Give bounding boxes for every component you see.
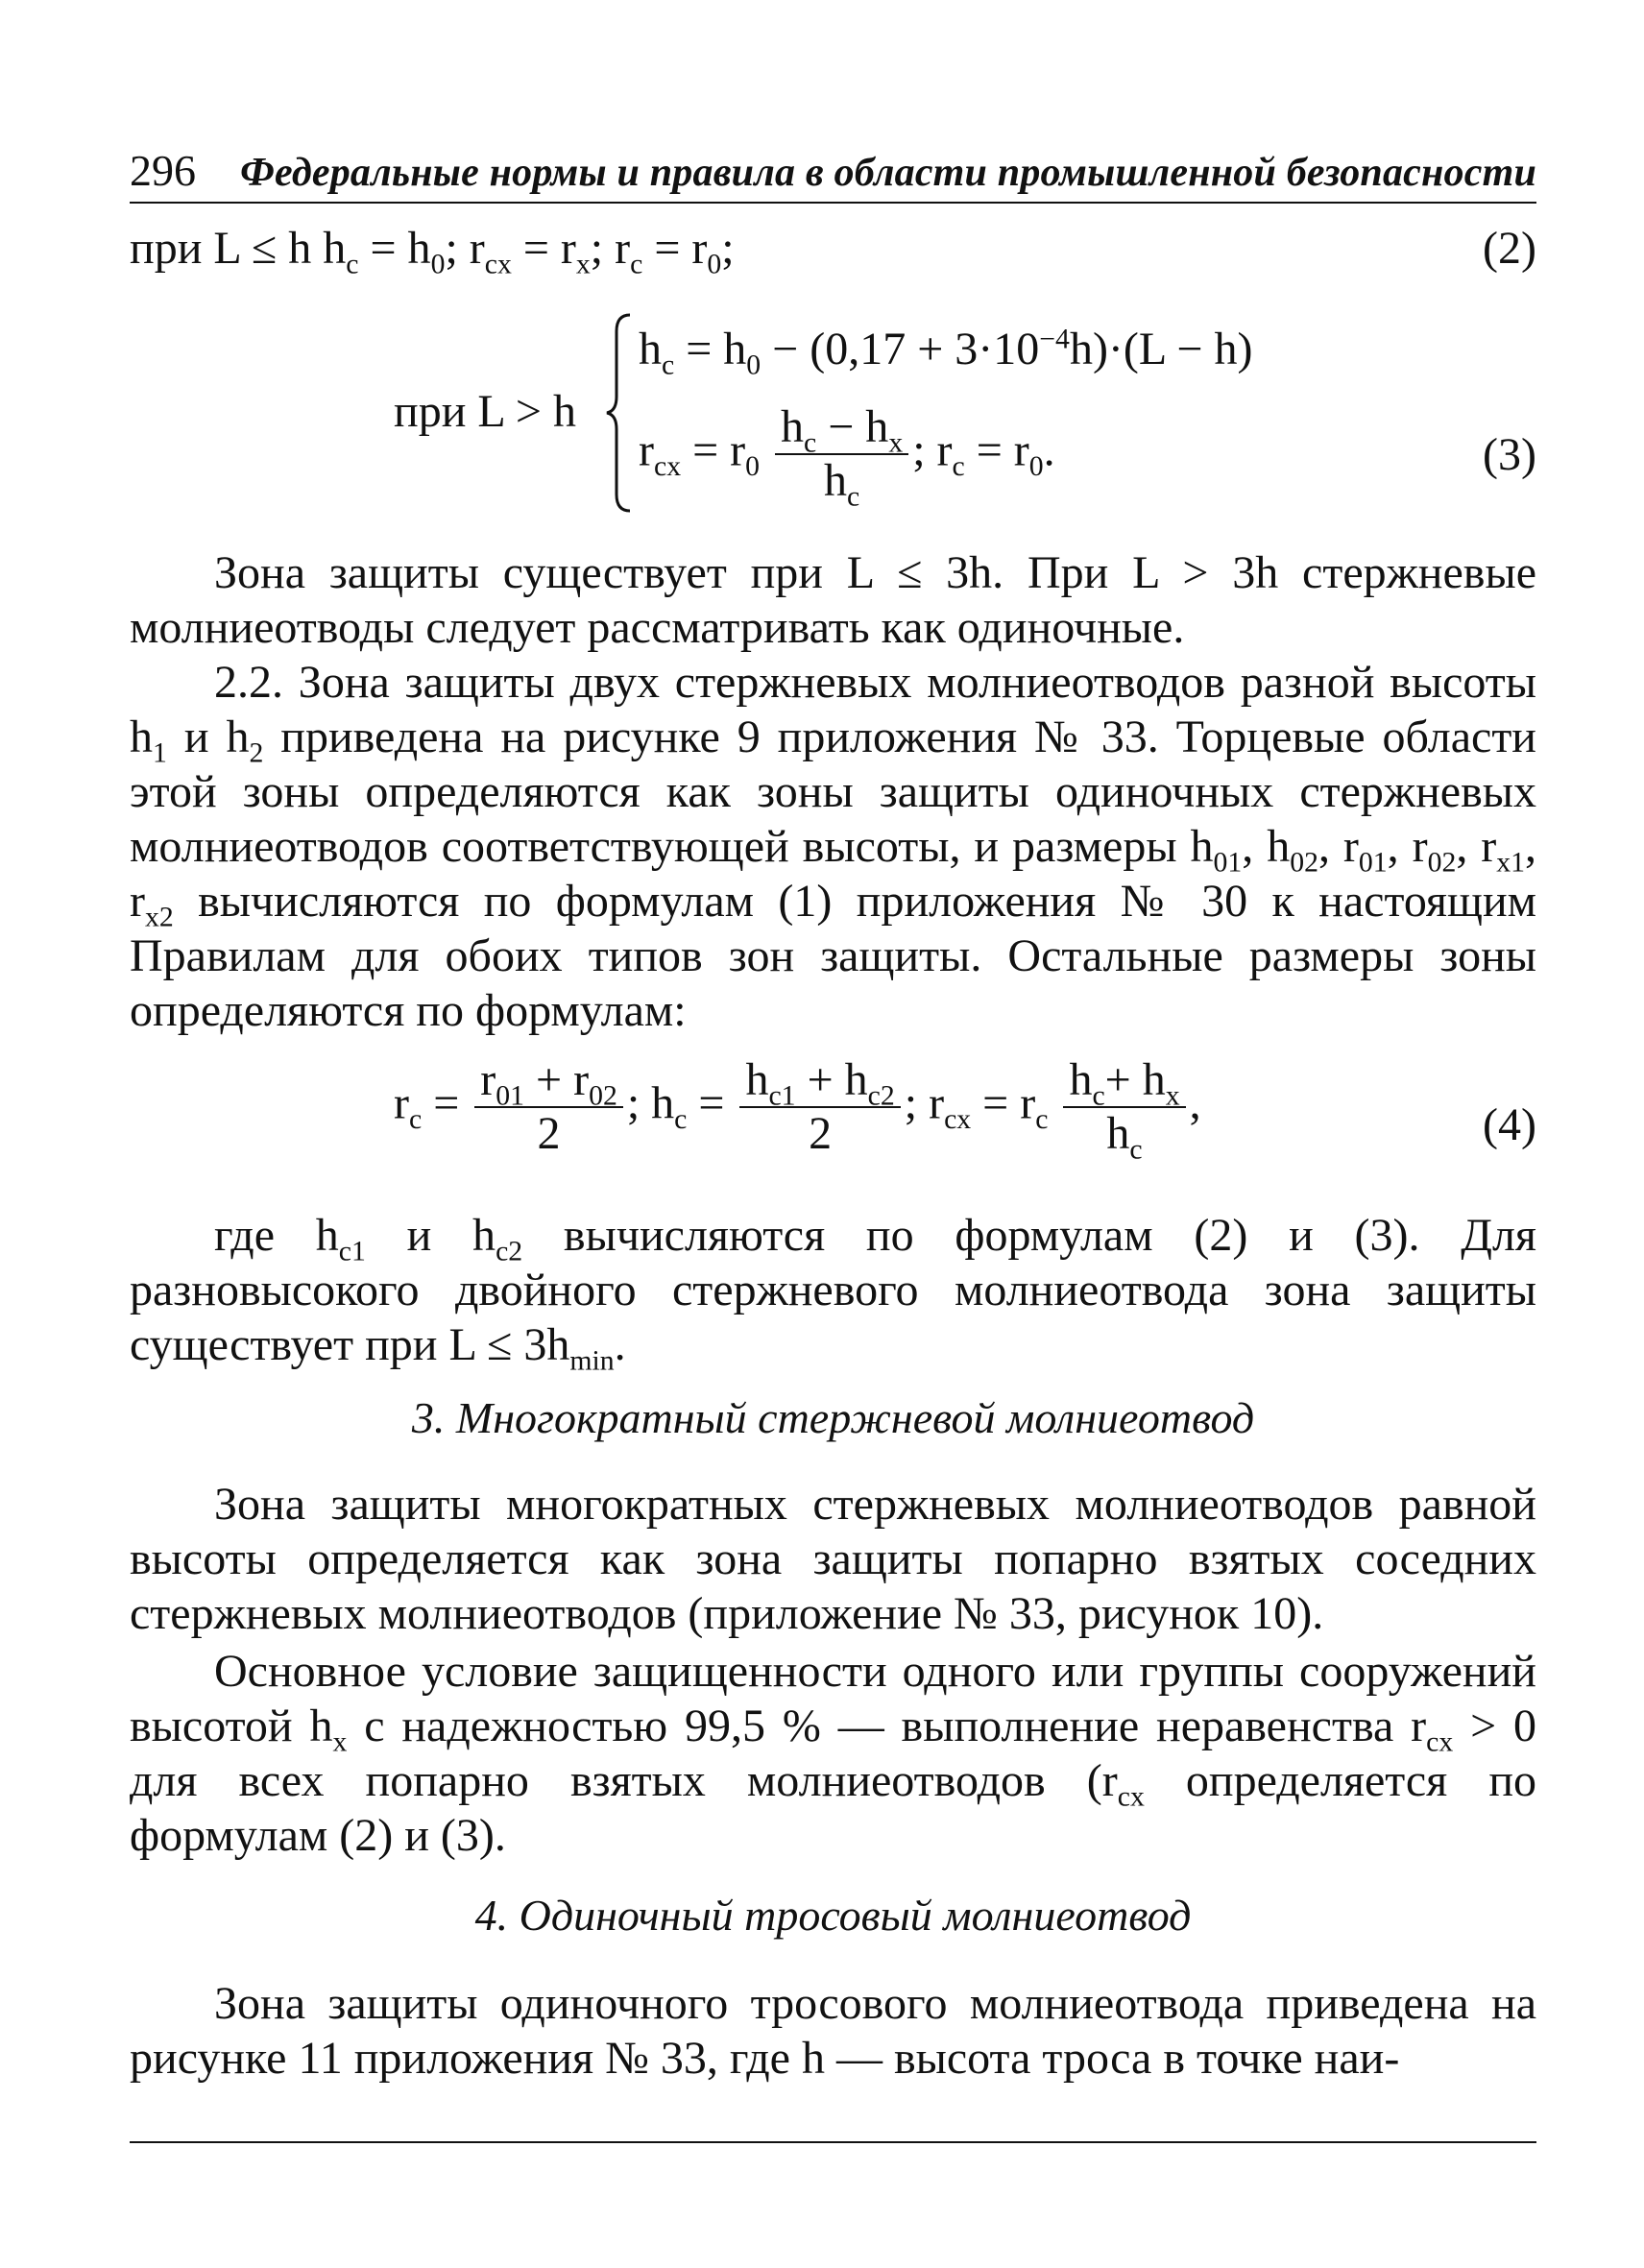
page-header xyxy=(130,144,1536,204)
equation-4-number: (4) xyxy=(1483,1099,1536,1150)
fraction: $\frac{h_c - h_x}{h_c}$ xyxy=(775,403,908,506)
running-title: Федеральные нормы и правила в области промышленной безопасности xyxy=(240,151,1536,195)
page-number: 296 xyxy=(130,146,196,195)
section-heading-4: 4. Одиночный тросовый молниеотвод xyxy=(474,1891,1192,1940)
equation-4: $r_c$ = $\frac{r_{01} + r_{02}}{2}$ ; $h_c$ = $\frac{h_{c1} + h_{c2}}{2}$ ; $r_{cx} = r_c$ $\frac{h_c+ h_x}{h_c}$ , xyxy=(394,1054,1201,1166)
equation-3-prefix: при L > h xyxy=(394,386,576,437)
paragraph-zone-existence: Зона защиты существует при L ≤ 3h. При L > 3h стержневые молниеотводы следует рассматривать как одиночные. xyxy=(130,547,1536,653)
equation-2-number: (2) xyxy=(1483,223,1536,274)
footer-rule xyxy=(130,2141,1536,2143)
fraction: $\frac{r_{01} + r_{02}}{2}$ xyxy=(474,1056,623,1159)
paragraph-2-2: 2.2. Зона защиты двух стержневых молниеотводов разной высоты $h_1$ и $h_2$ приведена на рисунке 9 приложения № 33. Торцевые области этой зоны определяются как зоны защиты одиночных стержневых молниеотводов соответствующей высоты, и размеры $h_{01}$, $h_{02}$, $r_{01}$, $r_{02}$, $r_{x1}$, $r_{x2}$ вычисляются по формулам (1) приложения № 30 к настоящим Правилам для обоих типов зон защиты. Остальные размеры зоны определяются по формулам: xyxy=(130,657,1537,1036)
equation-3-number: (3) xyxy=(1483,429,1536,480)
fraction: $\frac{h_{c1} + h_{c2}}{2}$ xyxy=(739,1056,900,1159)
paragraph-hc-definition: где $h_{c1}$ и $h_{c2}$ вычисляются по формулам (2) и (3). Для разновысокого двойного стержневого молниеотвода зона защиты существует при $L \le 3h_{min}$. xyxy=(130,1210,1537,1377)
paragraph-protection-condition: Основное условие защищенности одного или группы сооружений высотой $h_x$ с надежностью 99,5 % — выполнение неравенства $r_{cx} > 0$ для всех попарно взятых молниеотводов ($r_{cx}$ определяется по формулам (2) и (3). xyxy=(130,1646,1537,1861)
equation-3-line-1: $h_c = h_0 - (0,17 + 3\cdot 10^{-4}h)\cdot(L - h)$ xyxy=(639,323,1253,381)
equation-3-line-2: $r_{cx} = r_0$ $\frac{h_c - h_x}{h_c}$ ; $r_c = r_0$. xyxy=(639,401,1055,513)
section-heading-3: 3. Многократный стержневой молниеотвод xyxy=(411,1393,1255,1442)
curly-brace xyxy=(605,312,634,514)
equation-2: при L ≤ h $h_c = h_0$; $r_{cx} = r_x$; $r_c = r_0$; xyxy=(130,223,735,280)
paragraph-single-cable: Зона защиты одиночного тросового молниеотвода приведена на рисунке 11 приложения № 33, где h — высота троса в точке наи- xyxy=(130,1978,1536,2084)
paragraph-multiple-rods: Зона защиты многократных стержневых молниеотводов равной высоты определяется как зона защиты попарно взятых соседних стержневых молниеотводов (приложение № 33, рисунок 10). xyxy=(130,1479,1536,1639)
fraction: $\frac{h_c+ h_x}{h_c}$ xyxy=(1063,1056,1185,1159)
